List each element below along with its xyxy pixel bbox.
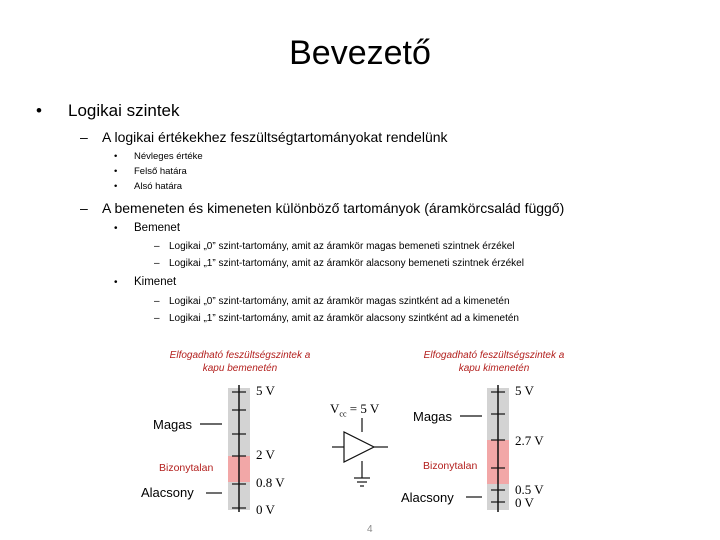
item-upper: Felső határa	[134, 166, 187, 177]
bullet-dot: •	[114, 223, 118, 234]
output-high-label: Magas	[413, 409, 453, 424]
page-number: 4	[367, 524, 373, 535]
output-caption-line-1: Elfogadható feszültségszintek a	[423, 350, 565, 361]
bullet-dot: •	[114, 166, 118, 177]
input-caption-line-2: kapu bemenetén	[202, 363, 278, 374]
input-0v-label: 0 V	[256, 502, 275, 517]
input-0.8v-label: 0.8 V	[256, 475, 285, 490]
output-undefined-label: Bizonytalan	[423, 460, 478, 472]
input-caption	[140, 349, 340, 375]
item-nominal: Névleges értéke	[134, 151, 203, 162]
output-label: Kimenet	[134, 276, 177, 288]
output-0.5v-label: 0.5 V	[515, 482, 544, 497]
input-2v-label: 2 V	[256, 447, 275, 462]
input-item-1: Logikai „1” szint-tartomány, amit az áramkör alacsony bemeneti szintnek érzékel	[169, 258, 524, 269]
output-item-0: Logikai „0” szint-tartomány, amit az áramkör magas szintként ad a kimenetén	[169, 296, 510, 307]
output-caption-line-2: kapu kimenetén	[458, 363, 530, 374]
buffer-gate-symbol	[332, 418, 388, 486]
supply-voltage-label	[330, 401, 379, 419]
bullet-dot: •	[114, 151, 118, 162]
dash-marker: –	[154, 241, 160, 252]
dash-marker: –	[154, 313, 160, 324]
page-title: Bevezető	[289, 34, 431, 72]
output-item-1: Logikai „1” szint-tartomány, amit az áramkör alacsony szintként ad a kimenetén	[169, 313, 519, 324]
input-item-0: Logikai „0” szint-tartomány, amit az áramkör magas bemeneti szintnek érzékel	[169, 241, 515, 252]
dash-marker: –	[80, 200, 88, 216]
sub-bullet-ranges: A bemeneten és kimeneten különböző tartományok (áramkörcsalád függő)	[102, 200, 565, 216]
input-high-label: Magas	[153, 417, 193, 432]
bullet-logic-levels: Logikai szintek	[68, 101, 180, 120]
input-label: Bemenet	[134, 222, 181, 234]
input-5v-label: 5 V	[256, 383, 275, 398]
dash-marker: –	[80, 129, 88, 145]
bullet-dot: •	[114, 277, 118, 288]
output-2.7v-label: 2.7 V	[515, 433, 544, 448]
input-low-label: Alacsony	[141, 485, 194, 500]
dash-marker: –	[154, 296, 160, 307]
input-undefined-label: Bizonytalan	[159, 462, 214, 474]
supply-value: = 5 V	[346, 401, 380, 416]
dash-marker: –	[154, 258, 160, 269]
output-0v-label: 0 V	[515, 495, 534, 510]
output-caption	[394, 349, 594, 375]
output-low-label: Alacsony	[401, 490, 454, 505]
item-lower: Alsó határa	[134, 181, 183, 192]
sub-bullet-assign: A logikai értékekhez feszültségtartományokat rendelünk	[102, 129, 448, 145]
supply-subscript: cc	[339, 409, 347, 419]
bullet-dot: •	[114, 181, 118, 192]
supply-symbol: V	[330, 401, 340, 416]
input-caption-line-1: Elfogadható feszültségszintek a	[169, 350, 311, 361]
bullet-dot: •	[36, 101, 42, 120]
output-5v-label: 5 V	[515, 383, 534, 398]
